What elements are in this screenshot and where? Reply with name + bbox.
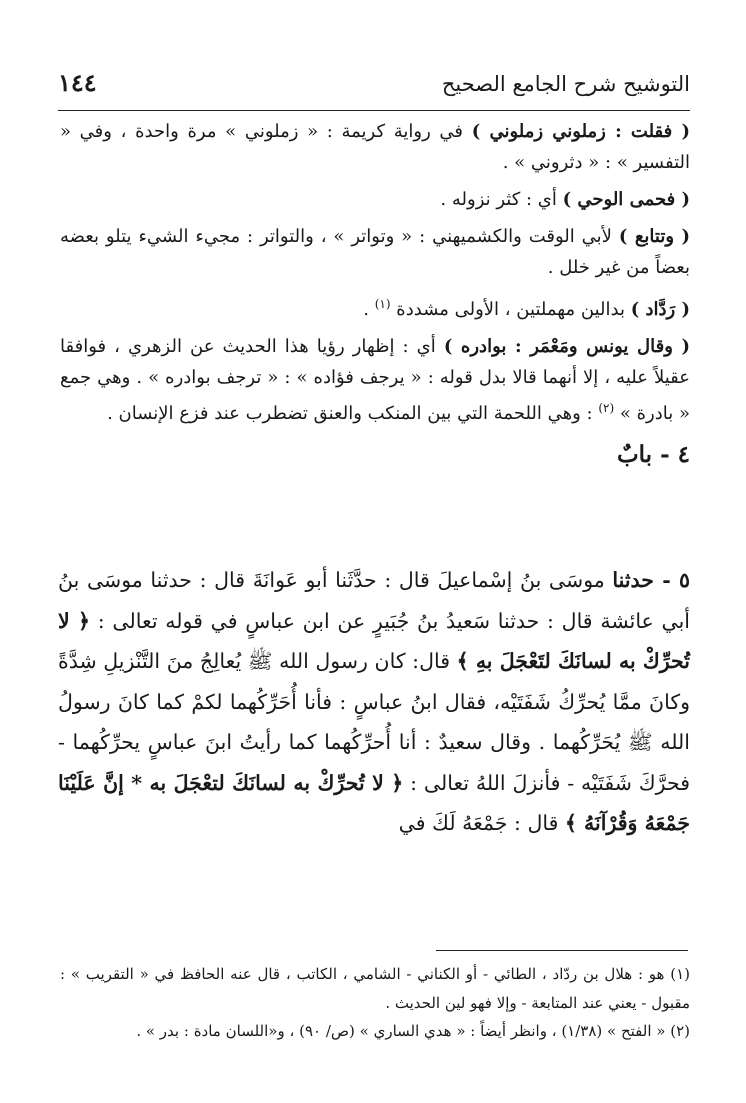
commentary-text-end: . (363, 299, 375, 320)
commentary-text: لأبي الوقت والكشميهني : « وتواتر » ، والتواتر : مجيء الشيء يتلو بعضه بعضاً من غير خلل . (60, 226, 690, 278)
hadith-text (58, 560, 690, 844)
page-number: ١٤٤ (58, 68, 97, 97)
commentary-paragraph (60, 184, 690, 215)
footnote-2: (٢) « الفتح » (١/٣٨) ، وانظر أيضاً : « هدي الساري » (ص/ ٩٠) ، و«اللسان مادة : بدر » . (136, 1022, 690, 1040)
lemma: ( رَدَّاد ) (630, 299, 690, 320)
running-header (58, 68, 690, 108)
footnote-marker: (٢) (598, 401, 615, 415)
hadith-paragraph (58, 560, 690, 844)
footnote-1: (١) هو : هلال بن ردّاد ، الطائي - أو الكناني - الشامي ، الكاتب ، قال عنه الحافظ في « التقريب » : مقبول - يعني عند المتابعة - وإلا فهو لين الحديث . (60, 965, 690, 1012)
lemma: ( وقال يونس ومَعْمَر : بوادره ) (443, 336, 690, 357)
commentary-text: : وهي اللحمة التي بين المنكب والعنق تضطرب عند فزع الإنسان . (107, 403, 599, 424)
book-title: التوشيح شرح الجامع الصحيح (441, 72, 690, 96)
footnote-divider (436, 950, 688, 951)
hadith-number: ٥ - حدثنا (612, 568, 690, 592)
hadith-content-end: قال : جَمْعَهُ لَكَ في (398, 811, 565, 835)
lemma: ( فحمى الوحي ) (562, 189, 690, 210)
footnotes (60, 960, 690, 1046)
commentary-text: بدالين مهملتين ، الأولى مشددة (396, 299, 631, 320)
commentary-paragraph (60, 221, 690, 283)
commentary-paragraph (60, 289, 690, 325)
hadith-chain: موسَى بنُ إسْماعيلَ قال : حدَّثَنا أبو عَوانَةَ قال : حدثنا موسَى بنُ أبي عائشة قال : حدثنا سَعيدُ بنُ جُبَيرٍ عن ابن عباسٍ في قوله تعالى : (58, 568, 690, 633)
header-divider (58, 110, 690, 111)
commentary-text: في رواية كريمة : « زملوني » مرة واحدة ، وفي « التفسير » : « دثروني » . (60, 121, 690, 173)
commentary-body (60, 116, 690, 476)
hadith-content: قال: كان رسول الله ﷺ يُعالِجُ منَ التَّنْزيلِ شِدَّةً وكانَ ممَّا يُحرِّكُ شَفَتَيْه، فقال ابنُ عباسٍ : فأنا أُحَرِّكُهما لكمْ كما كانَ رسولُ الله ﷺ يُحَرِّكُهما . وقال سعيدٌ : أنا أُحرِّكُهما كما رأيتُ ابنَ عباسٍ يحرِّكُهما - فحرَّكَ شَفَتَيْه - فأنزلَ اللهُ تعالى : (58, 649, 690, 795)
quran-verse: ﴿ لا تُحرِّكْ به لسانَكَ لتَعْجَلَ بهِ ﴾ (58, 608, 690, 673)
lemma: ( وتتابع ) (618, 226, 690, 247)
footnote-marker: (١) (374, 297, 391, 311)
commentary-text: أي : كثر نزوله . (440, 189, 563, 210)
chapter-heading: ٤ - بابٌ (617, 441, 690, 468)
lemma: ( فقلت : زملوني زملوني ) (471, 121, 690, 142)
quran-verse: ﴿ لا تُحرِّكْ به لسانَكَ لتعْجَلَ به * إنَّ عَلَيْنَا جَمْعَهُ وَقُرْآنَهُ ﴾ (58, 770, 690, 835)
commentary-paragraph (60, 116, 690, 178)
commentary-paragraph (60, 331, 690, 429)
commentary-text: أي : إظهار رؤيا هذا الحديث عن الزهري ، فوافقا عقيلاً عليه ، إلا أنهما قالا بدل قوله : « يرجف فؤاده » : « ترجف بوادره » . وهي جمع « بادرة » (60, 336, 690, 424)
